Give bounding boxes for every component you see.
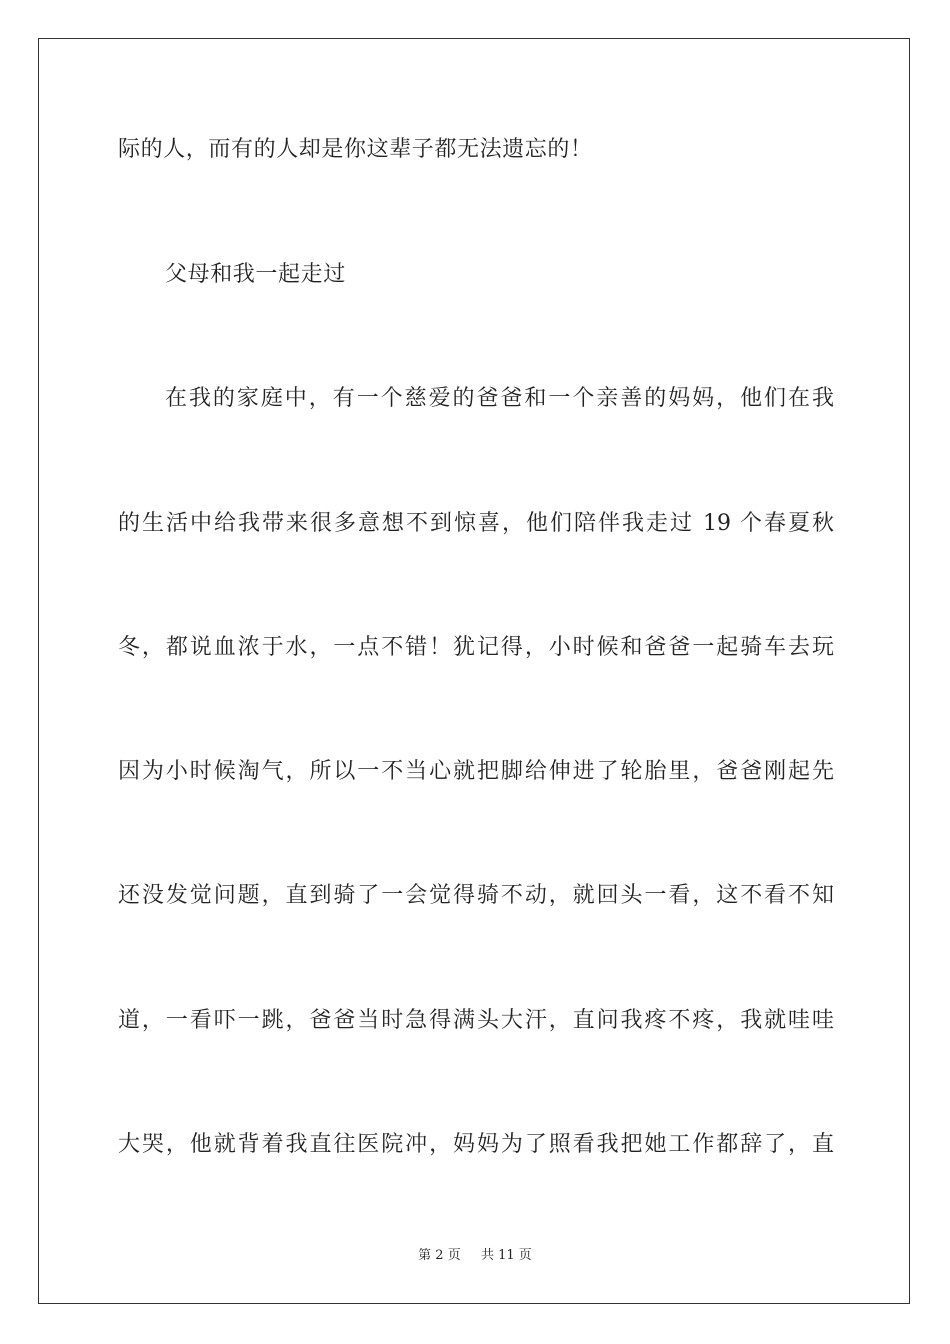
text-line-1: 际的人，而有的人却是你这辈子都无法遗忘的！ bbox=[118, 137, 593, 162]
text-line-7: 还没发觉问题，直到骑了一会觉得骑不动，就回头一看，这不看不知 bbox=[118, 883, 834, 908]
text-line-6: 因为小时候淘气，所以一不当心就把脚给伸进了轮胎里，爸爸刚起先 bbox=[118, 759, 834, 784]
text-line-9: 大哭，他就背着我直往医院冲，妈妈为了照看我把她工作都辞了，直 bbox=[118, 1132, 834, 1157]
text-line-8: 道，一看吓一跳，爸爸当时急得满头大汗，直问我疼不疼，我就哇哇 bbox=[118, 1008, 834, 1033]
text-line-5: 冬，都说血浓于水，一点不错！犹记得，小时候和爸爸一起骑车去玩 bbox=[118, 635, 834, 660]
page-border bbox=[38, 38, 910, 1304]
page-number: 第 2 页 bbox=[418, 1248, 461, 1263]
text-line-3: 在我的家庭中，有一个慈爱的爸爸和一个亲善的妈妈，他们在我 bbox=[165, 386, 834, 411]
page-total: 共 11 页 bbox=[481, 1248, 532, 1263]
section-heading: 父母和我一起走过 bbox=[165, 262, 346, 287]
text-line-4: 的生活中给我带来很多意想不到惊喜，他们陪伴我走过 19 个春夏秋 bbox=[118, 511, 834, 536]
page-footer bbox=[0, 1247, 950, 1265]
